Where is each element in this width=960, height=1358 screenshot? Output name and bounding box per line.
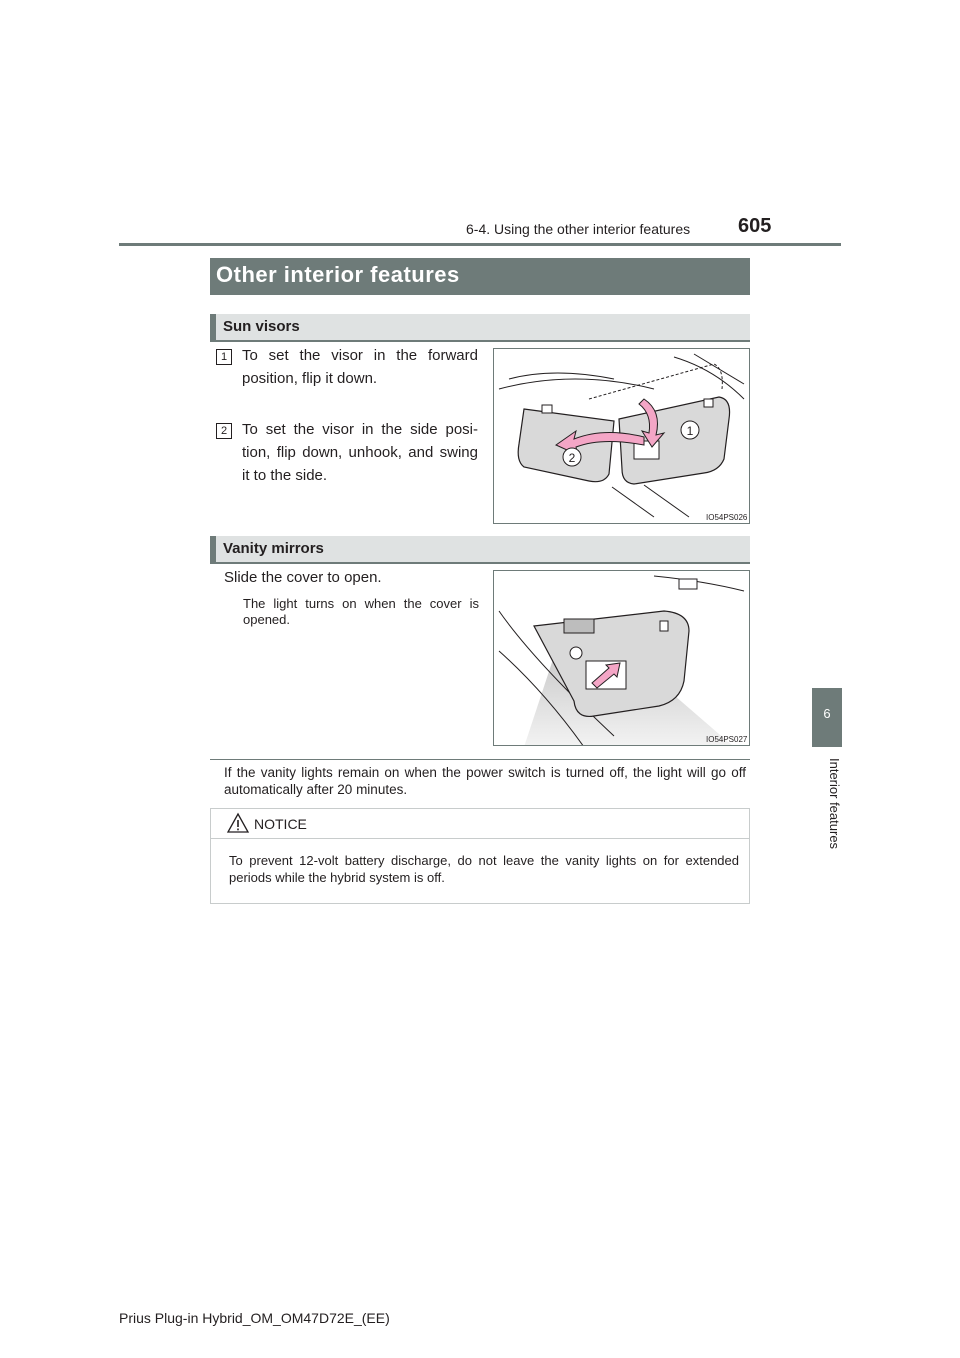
figure-callout-2: 2	[568, 451, 576, 465]
notice-divider	[210, 838, 750, 839]
auto-off-note: If the vanity lights remain on when the power switch is turned off, the light will go off automatically after 20 minutes.	[224, 765, 746, 797]
sun-visor-illustration	[493, 348, 750, 524]
vanity-mirror-illustration	[493, 570, 750, 746]
vanity-mirror-detail: The light turns on when the cover is opened.	[243, 596, 479, 627]
note-rule	[210, 759, 750, 760]
sun-visor-step-1: To set the visor in the forward position, flip it down.	[242, 347, 478, 387]
page-title: Other interior features	[216, 262, 460, 287]
vanity-mirrors-heading: Vanity mirrors	[223, 540, 324, 557]
warning-triangle-icon	[226, 812, 250, 834]
sun-visors-heading: Sun visors	[223, 318, 300, 335]
section-breadcrumb: 6-4. Using the other interior features	[466, 221, 691, 237]
notice-text: To prevent 12-volt battery discharge, do not leave the vanity lights on for extended periods while the hybrid system is off.	[229, 853, 739, 885]
vanity-mirror-drawing	[494, 571, 750, 746]
chapter-number: 6	[823, 706, 831, 721]
figure-code: IO54PS027	[706, 735, 748, 744]
header-rule	[119, 243, 841, 246]
page-number: 605	[738, 215, 772, 237]
manual-footer: Prius Plug-in Hybrid_OM_OM47D72E_(EE)	[119, 1310, 390, 1326]
step-number-1: 1	[216, 349, 232, 365]
sun-visor-drawing	[494, 349, 750, 524]
notice-title: NOTICE	[254, 816, 307, 832]
vanity-mirror-instruction: Slide the cover to open.	[224, 569, 382, 586]
sun-visor-step-2: To set the visor in the side posi-tion, flip down, unhook, and swing it to the side.	[242, 421, 478, 484]
chapter-label: Interior features	[827, 758, 842, 850]
heading-accent	[210, 314, 216, 340]
figure-callout-1: 1	[686, 424, 694, 438]
heading-accent	[210, 536, 216, 562]
step-number-2: 2	[216, 423, 232, 439]
figure-code: IO54PS026	[706, 513, 748, 522]
